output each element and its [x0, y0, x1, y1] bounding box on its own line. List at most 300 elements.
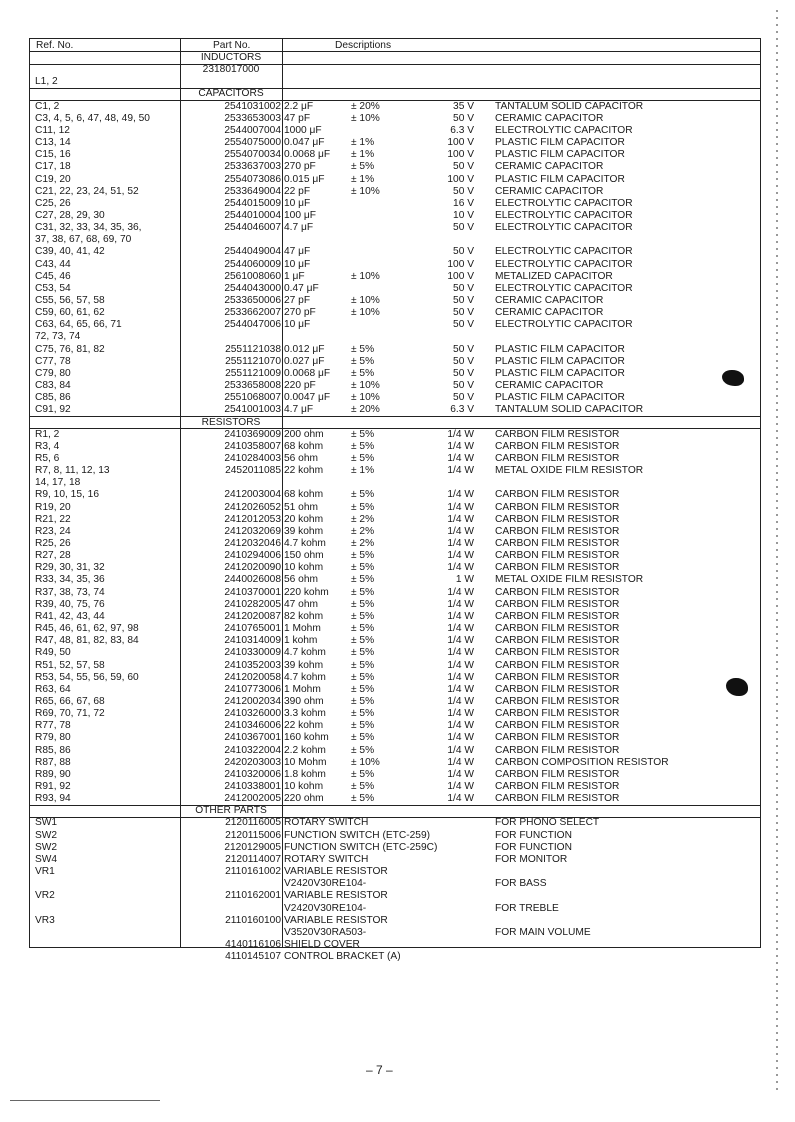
description-cell: CARBON FILM RESISTOR: [495, 647, 620, 659]
rating-cell: 1/4 W: [447, 623, 474, 635]
table-row: [29, 769, 761, 781]
rating-cell: 1/4 W: [447, 781, 474, 792]
table-row: [29, 271, 761, 283]
rating-cell: 1/4 W: [447, 768, 474, 780]
part-no-cell: 2544046007: [224, 222, 281, 234]
description-cell: CARBON FILM RESISTOR: [495, 768, 620, 780]
ref-no-cell: C63, 64, 65, 66, 71: [35, 319, 122, 331]
value-cell: V3520V30RA503-: [284, 926, 367, 938]
description-cell: CARBON FILM RESISTOR: [495, 720, 620, 732]
table-row: [29, 842, 761, 854]
ref-no-cell: R93, 94: [35, 793, 71, 805]
part-no-cell: 2410322004: [224, 744, 281, 756]
ref-no-cell: R19, 20: [35, 501, 71, 513]
value-cell: 1 kohm: [284, 635, 318, 647]
ref-no-cell: R69, 70, 71, 72: [35, 708, 105, 720]
tolerance-cell: ± 5%: [351, 610, 375, 622]
value-cell: 22 pF: [284, 185, 311, 197]
tolerance-cell: ± 5%: [351, 367, 375, 379]
tolerance-cell: ± 5%: [351, 683, 375, 695]
ref-no-cell: 14, 17, 18: [35, 477, 81, 489]
description-cell: PLASTIC FILM CAPACITOR: [495, 343, 625, 355]
part-no-cell: 2120129005: [224, 841, 281, 853]
description-cell: CARBON FILM RESISTOR: [495, 744, 620, 756]
description-cell: CARBON FILM RESISTOR: [495, 623, 620, 635]
rating-cell: 1/4 W: [447, 598, 474, 610]
table-row: [29, 817, 761, 829]
ref-no-cell: SW2: [35, 829, 58, 841]
ref-no-cell: C53, 54: [35, 282, 71, 294]
ref-no-cell: C19, 20: [35, 173, 71, 185]
description-cell: CERAMIC CAPACITOR: [495, 185, 604, 197]
header-part-no: Part No.: [213, 40, 251, 51]
header-ref-no: Ref. No.: [36, 40, 74, 51]
value-cell: 68 kohm: [284, 440, 324, 452]
tolerance-cell: ± 1%: [351, 137, 375, 149]
table-row: [29, 732, 761, 744]
value-cell: 2.2 μF: [284, 100, 314, 112]
table-row: [29, 793, 761, 805]
ref-no-cell: C43, 44: [35, 258, 71, 270]
table-row: [29, 550, 761, 562]
part-no-cell: 2533653003: [224, 112, 281, 124]
part-no-cell: 2412003004: [224, 489, 281, 501]
table-row: [29, 368, 761, 380]
part-no-cell: 2410358007: [224, 440, 281, 452]
value-cell: 27 pF: [284, 295, 311, 306]
value-cell: 56 ohm: [284, 452, 318, 464]
ref-no-cell: SW1: [35, 817, 58, 829]
part-no-cell: 4140116106: [225, 938, 281, 950]
table-row: [29, 392, 761, 404]
part-no-cell: 2120115006: [225, 829, 281, 841]
table-row: [29, 538, 761, 550]
table-row: [29, 489, 761, 501]
section-rule: [29, 416, 761, 417]
hole-punch-mark: [722, 370, 744, 386]
ref-no-cell: R45, 46, 61, 62, 97, 98: [35, 623, 139, 635]
part-no-cell: 2410294006: [224, 550, 281, 562]
tolerance-cell: ± 5%: [351, 695, 375, 707]
ref-no-cell: C27, 28, 29, 30: [35, 209, 105, 221]
part-no-cell: 2544049004: [224, 246, 281, 258]
table-row: [29, 830, 761, 842]
section-title-inductors: INDUCTORS: [200, 52, 262, 63]
value-cell: 51 ohm: [284, 501, 318, 513]
description-cell: CARBON FILM RESISTOR: [495, 513, 620, 525]
part-no-cell: 2541001003: [224, 404, 281, 416]
value-cell: 22 kohm: [284, 465, 324, 477]
part-no-cell: 2410370001: [224, 586, 281, 598]
table-header-rule: [29, 51, 761, 52]
part-no-cell: 2544007004: [224, 124, 281, 136]
table-row: [29, 198, 761, 210]
tolerance-cell: ± 5%: [351, 720, 375, 732]
table-row: [29, 283, 761, 295]
rating-cell: 1/4 W: [447, 525, 474, 537]
value-cell: 47 μF: [284, 246, 311, 258]
description-cell: FOR MONITOR: [495, 853, 568, 865]
value-cell: 1 Mohm: [284, 623, 321, 635]
table-row: [29, 745, 761, 757]
value-cell: ROTARY SWITCH: [284, 853, 369, 865]
table-row: [29, 137, 761, 149]
ref-no-cell: 37, 38, 67, 68, 69, 70: [35, 234, 132, 246]
part-no-cell: 2533650006: [224, 295, 281, 306]
ref-no-cell: R41, 42, 43, 44: [35, 610, 105, 622]
value-cell: 68 kohm: [284, 489, 324, 501]
description-cell: CARBON FILM RESISTOR: [495, 732, 620, 744]
table-row: [29, 429, 761, 441]
rating-cell: 1/4 W: [447, 513, 474, 525]
rating-cell: 6.3 V: [450, 124, 474, 136]
rating-cell: 50 V: [453, 355, 474, 367]
tolerance-cell: ± 10%: [351, 392, 380, 404]
part-no-cell: 2533662007: [224, 307, 281, 319]
table-row: [29, 623, 761, 635]
ref-no-cell: R1, 2: [35, 428, 60, 440]
value-cell: 10 Mohm: [284, 756, 327, 768]
ref-no-cell: VR2: [35, 890, 55, 902]
table-row: [29, 635, 761, 647]
table-row: [29, 708, 761, 720]
description-cell: CARBON FILM RESISTOR: [495, 695, 620, 707]
rating-cell: 50 V: [453, 246, 474, 258]
rating-cell: 16 V: [453, 197, 474, 209]
value-cell: 270 pF: [284, 161, 316, 173]
part-no-cell: 2412026052: [224, 501, 281, 513]
rating-cell: 50 V: [453, 161, 474, 173]
value-cell: 47 pF: [284, 112, 311, 124]
value-cell: 100 μF: [284, 209, 316, 221]
part-no-cell: 2412020058: [224, 671, 281, 683]
value-cell: 1 μF: [284, 270, 305, 282]
tolerance-cell: ± 1%: [351, 173, 375, 185]
value-cell: V2420V30RE104-: [284, 902, 367, 914]
part-no-cell: 2544060009: [224, 258, 281, 270]
ref-no-cell: L1, 2: [35, 76, 58, 88]
rating-cell: 50 V: [453, 367, 474, 379]
rating-cell: 50 V: [453, 343, 474, 355]
value-cell: 4.7 kohm: [284, 647, 326, 659]
description-cell: TANTALUM SOLID CAPACITOR: [495, 404, 644, 416]
description-cell: FOR TREBLE: [495, 902, 559, 914]
ref-no-cell: R47, 48, 81, 82, 83, 84: [35, 635, 139, 647]
value-cell: FUNCTION SWITCH (ETC-259C): [284, 841, 438, 853]
ref-no-cell: C11, 12: [35, 124, 70, 136]
rating-cell: 50 V: [453, 282, 474, 294]
table-row: [29, 76, 761, 88]
table-row: [29, 234, 761, 246]
part-no-cell: 2410346006: [224, 720, 281, 732]
description-cell: CARBON FILM RESISTOR: [495, 598, 620, 610]
description-cell: CARBON FILM RESISTOR: [495, 440, 620, 452]
tolerance-cell: ± 5%: [351, 440, 375, 452]
value-cell: 0.015 μF: [284, 173, 325, 185]
description-cell: CARBON FILM RESISTOR: [495, 452, 620, 464]
table-row: [29, 599, 761, 611]
table-row: [29, 319, 761, 331]
part-no-cell: 2410773006: [224, 683, 281, 695]
rating-cell: 1/4 W: [447, 659, 474, 671]
tolerance-cell: ± 5%: [351, 489, 375, 501]
value-cell: 22 kohm: [284, 720, 324, 732]
part-no-cell: 2440026008: [224, 574, 281, 586]
value-cell: 150 ohm: [284, 550, 324, 562]
ref-no-cell: R9, 10, 15, 16: [35, 489, 100, 501]
value-cell: 160 kohm: [284, 732, 329, 744]
ref-no-cell: VR3: [35, 914, 55, 926]
part-no-cell: 2551121038: [225, 343, 281, 355]
description-cell: CARBON FILM RESISTOR: [495, 586, 620, 598]
part-no-cell: 2410284003: [224, 452, 281, 464]
value-cell: 10 μF: [284, 197, 311, 209]
description-cell: CARBON FILM RESISTOR: [495, 550, 620, 562]
ref-no-cell: R25, 26: [35, 538, 71, 549]
description-cell: METAL OXIDE FILM RESISTOR: [495, 574, 644, 586]
ref-no-cell: R27, 28: [35, 550, 71, 562]
ref-no-cell: C3, 4, 5, 6, 47, 48, 49, 50: [35, 112, 150, 124]
tolerance-cell: ± 2%: [351, 513, 375, 525]
description-cell: CERAMIC CAPACITOR: [495, 380, 604, 392]
tolerance-cell: ± 5%: [351, 659, 375, 671]
description-cell: CARBON COMPOSITION RESISTOR: [495, 756, 669, 768]
value-cell: 0.047 μF: [284, 137, 325, 149]
value-cell: 4.7 kohm: [284, 671, 326, 683]
section-rule: [29, 805, 761, 806]
tolerance-cell: ± 5%: [351, 732, 375, 744]
ref-no-cell: R37, 38, 73, 74: [35, 586, 105, 598]
value-cell: 220 kohm: [284, 586, 329, 598]
ref-no-cell: R87, 88: [35, 756, 71, 768]
rating-cell: 50 V: [453, 307, 474, 319]
table-row: [29, 64, 761, 76]
page-number: – 7 –: [366, 1063, 393, 1077]
ref-no-cell: R51, 52, 57, 58: [35, 659, 105, 671]
part-no-cell: 2420203003: [224, 756, 281, 768]
description-cell: CARBON FILM RESISTOR: [495, 525, 620, 537]
ref-no-cell: C59, 60, 61, 62: [35, 307, 105, 319]
ref-no-cell: C83, 84: [35, 380, 71, 392]
tolerance-cell: ± 1%: [351, 149, 375, 161]
description-cell: CARBON FILM RESISTOR: [495, 428, 620, 440]
value-cell: 47 ohm: [284, 598, 318, 610]
description-cell: CERAMIC CAPACITOR: [495, 307, 604, 319]
description-cell: CARBON FILM RESISTOR: [495, 610, 620, 622]
part-no-cell: 2544015009: [224, 197, 281, 209]
value-cell: V2420V30RE104-: [284, 878, 367, 890]
ref-no-cell: C25, 26: [35, 197, 71, 209]
table-row: [29, 939, 761, 951]
ref-no-cell: C85, 86: [35, 392, 71, 404]
table-row: [29, 660, 761, 672]
header-descriptions: Descriptions: [335, 40, 392, 51]
value-cell: 10 kohm: [284, 562, 324, 574]
description-cell: CARBON FILM RESISTOR: [495, 671, 620, 683]
table-row: [29, 611, 761, 623]
ref-no-cell: C17, 18: [35, 161, 71, 173]
value-cell: VARIABLE RESISTOR: [284, 866, 388, 878]
rating-cell: 1/4 W: [447, 683, 474, 695]
value-cell: 200 ohm: [284, 428, 324, 440]
value-cell: 10 kohm: [284, 781, 324, 792]
ref-no-cell: R5, 6: [35, 452, 60, 464]
table-row: [29, 647, 761, 659]
table-row: [29, 210, 761, 222]
rating-cell: 1/4 W: [447, 647, 474, 659]
ref-no-cell: R7, 8, 11, 12, 13: [35, 465, 110, 477]
part-no-cell: 2412020087: [224, 610, 281, 622]
rating-cell: 50 V: [453, 319, 474, 331]
rating-cell: 1/4 W: [447, 720, 474, 732]
hole-punch-mark: [726, 678, 748, 696]
rating-cell: 100 V: [447, 270, 474, 282]
description-cell: TANTALUM SOLID CAPACITOR: [495, 100, 644, 112]
ref-no-cell: R33, 34, 35, 36: [35, 574, 105, 586]
rating-cell: 1/4 W: [447, 671, 474, 683]
tolerance-cell: ± 2%: [351, 525, 375, 537]
tolerance-cell: ± 5%: [351, 550, 375, 562]
tolerance-cell: ± 10%: [351, 295, 380, 306]
part-no-cell: 2120114007: [225, 853, 281, 865]
part-no-cell: 2544043000: [224, 282, 281, 294]
part-no-cell: 2544047006: [224, 319, 281, 331]
value-cell: 20 kohm: [284, 513, 324, 525]
ref-no-cell: C31, 32, 33, 34, 35, 36,: [35, 222, 142, 234]
section-title-resistors: RESISTORS: [201, 416, 261, 428]
table-row: [29, 477, 761, 489]
description-cell: METAL OXIDE FILM RESISTOR: [495, 465, 644, 477]
value-cell: 1 Mohm: [284, 683, 321, 695]
table-row: [29, 259, 761, 271]
rating-cell: 1/4 W: [447, 732, 474, 744]
value-cell: FUNCTION SWITCH (ETC-259): [284, 829, 431, 841]
rating-cell: 1/4 W: [447, 586, 474, 598]
description-cell: CARBON FILM RESISTOR: [495, 501, 620, 513]
part-no-cell: 2410765001: [224, 623, 281, 635]
table-row: [29, 331, 761, 343]
part-no-cell: 2412032046: [224, 538, 281, 549]
value-cell: 2.2 kohm: [284, 744, 326, 756]
tolerance-cell: ± 20%: [351, 404, 380, 416]
rating-cell: 50 V: [453, 380, 474, 392]
tolerance-cell: ± 10%: [351, 112, 380, 124]
rating-cell: 35 V: [453, 100, 474, 112]
tolerance-cell: ± 5%: [351, 428, 375, 440]
part-no-cell: 2561008060: [224, 270, 281, 282]
tolerance-cell: ± 5%: [351, 586, 375, 598]
tolerance-cell: ± 5%: [351, 671, 375, 683]
tolerance-cell: ± 5%: [351, 708, 375, 720]
ref-no-cell: R65, 66, 67, 68: [35, 695, 105, 707]
ref-no-cell: C15, 16: [35, 149, 71, 161]
table-row: [29, 684, 761, 696]
table-top-rule: [29, 38, 761, 39]
value-cell: 10 μF: [284, 319, 311, 331]
rating-cell: 50 V: [453, 185, 474, 197]
table-row: [29, 574, 761, 586]
description-cell: CARBON FILM RESISTOR: [495, 793, 620, 805]
tolerance-cell: ± 5%: [351, 793, 375, 805]
rating-cell: 1/4 W: [447, 452, 474, 464]
rating-cell: 1/4 W: [447, 465, 474, 477]
part-no-cell: 2541031002: [224, 100, 281, 112]
description-cell: CARBON FILM RESISTOR: [495, 562, 620, 574]
tolerance-cell: ± 5%: [351, 768, 375, 780]
ref-no-cell: SW2: [35, 841, 58, 853]
table-row: [29, 222, 761, 234]
value-cell: 4.7 μF: [284, 404, 314, 416]
table-row: [29, 878, 761, 890]
table-row: [29, 866, 761, 878]
part-no-cell: 2410326000: [224, 708, 281, 720]
part-no-cell: 2410314009: [224, 635, 281, 647]
rating-cell: 100 V: [447, 149, 474, 161]
ref-no-cell: R21, 22: [35, 513, 71, 525]
part-no-cell: 2410367001: [224, 732, 281, 744]
rating-cell: 10 V: [453, 209, 474, 221]
tolerance-cell: ± 5%: [351, 574, 375, 586]
description-cell: PLASTIC FILM CAPACITOR: [495, 355, 625, 367]
table-row: [29, 246, 761, 258]
description-cell: CARBON FILM RESISTOR: [495, 538, 620, 549]
rating-cell: 50 V: [453, 392, 474, 404]
value-cell: 0.0068 μF: [284, 149, 331, 161]
value-cell: 0.012 μF: [284, 343, 325, 355]
scan-bottom-line: [10, 1100, 160, 1101]
part-no-cell: 2120116005: [225, 817, 281, 829]
rating-cell: 1/4 W: [447, 744, 474, 756]
tolerance-cell: ± 5%: [351, 598, 375, 610]
ref-no-cell: C45, 46: [35, 270, 71, 282]
table-row: [29, 903, 761, 915]
table-row: [29, 356, 761, 368]
table-row: [29, 125, 761, 137]
ref-no-cell: R85, 86: [35, 744, 71, 756]
table-row: [29, 696, 761, 708]
table-row: [29, 781, 761, 793]
value-cell: 4.7 kohm: [284, 538, 326, 549]
tolerance-cell: ± 5%: [351, 343, 375, 355]
description-cell: ELECTROLYTIC CAPACITOR: [495, 222, 633, 234]
part-no-cell: 2412032069: [224, 525, 281, 537]
tolerance-cell: ± 10%: [351, 307, 380, 319]
part-no-cell: 2554070034: [224, 149, 281, 161]
table-row: [29, 526, 761, 538]
ref-no-cell: C91, 92: [35, 404, 71, 416]
description-cell: CERAMIC CAPACITOR: [495, 161, 604, 173]
table-row: [29, 502, 761, 514]
rating-cell: 1/4 W: [447, 756, 474, 768]
value-cell: 0.0047 μF: [284, 392, 331, 404]
ref-no-cell: R89, 90: [35, 768, 71, 780]
description-cell: ELECTROLYTIC CAPACITOR: [495, 209, 633, 221]
tolerance-cell: ± 10%: [351, 756, 380, 768]
ref-no-cell: R49, 50: [35, 647, 71, 659]
part-no-cell: 2410330009: [224, 647, 281, 659]
description-cell: CERAMIC CAPACITOR: [495, 295, 604, 306]
value-cell: 390 ohm: [284, 695, 324, 707]
rating-cell: 1/4 W: [447, 489, 474, 501]
table-row: [29, 453, 761, 465]
description-cell: ELECTROLYTIC CAPACITOR: [495, 282, 633, 294]
value-cell: 220 ohm: [284, 793, 324, 805]
description-cell: ELECTROLYTIC CAPACITOR: [495, 124, 633, 136]
table-row: [29, 404, 761, 416]
rating-cell: 100 V: [447, 258, 474, 270]
description-cell: CARBON FILM RESISTOR: [495, 708, 620, 720]
rating-cell: 6.3 V: [450, 404, 474, 416]
